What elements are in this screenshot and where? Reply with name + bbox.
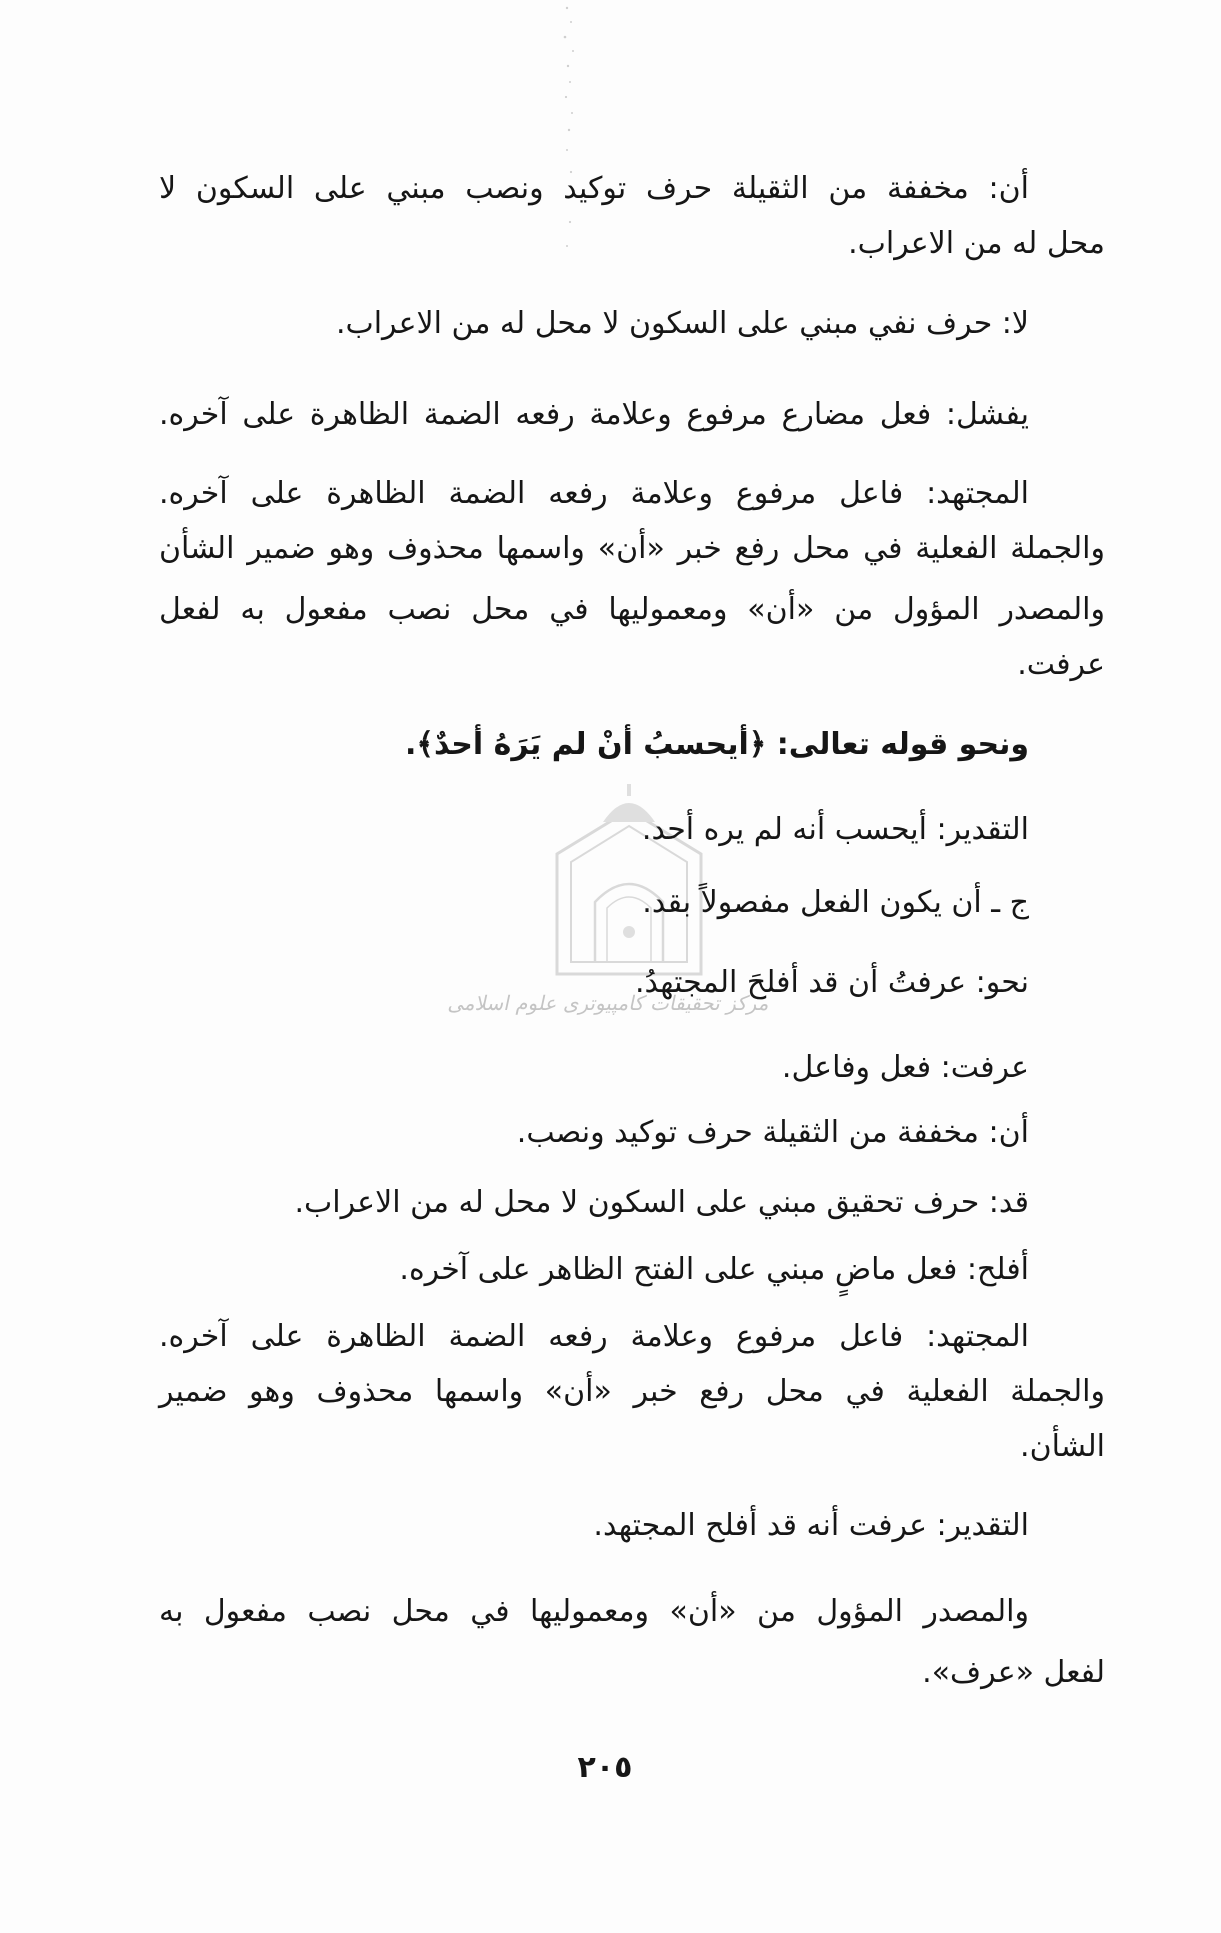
text-line: والمصدر المؤول من «أن» ومعموليها في محل نصب مفعول به لفعل (159, 592, 1105, 627)
text-line: عرفت. (1017, 647, 1105, 682)
text-line: محل له من الاعراب. (848, 226, 1105, 261)
watermark-text: مرکز تحقیقات کامپیوتری علوم اسلامی (446, 991, 773, 1015)
text-line: لا: حرف نفي مبني على السكون لا محل له من الاعراب. (335, 306, 1029, 341)
text-line: ج ـ أن يكون الفعل مفصولاً بقد. (642, 885, 1029, 920)
page-number: ٢٠٥ (577, 1750, 633, 1785)
text-line: المجتهد: فاعل مرفوع وعلامة رفعه الضمة الظاهرة على آخره. (159, 476, 1029, 511)
quran-verse-line: ونحو قوله تعالى: ﴿أيحسبُ أنْ لم يَرَهُ أحدٌ﴾. (405, 727, 1029, 762)
example-line: نحو: عرفتُ أن قد أفلحَ المجتهدُ. (634, 965, 1029, 1000)
text-line: التقدير: أيحسب أنه لم يره أحد. (641, 812, 1029, 847)
text-line: أفلح: فعل ماضٍ مبني على الفتح الظاهر على آخره. (399, 1252, 1029, 1287)
text-line: التقدير: عرفت أنه قد أفلح المجتهد. (593, 1508, 1029, 1543)
scan-noise (555, 0, 585, 260)
text-line: المجتهد: فاعل مرفوع وعلامة رفعه الضمة الظاهرة على آخره. (159, 1319, 1029, 1354)
text-line: أن: مخففة من الثقيلة حرف توكيد ونصب. (516, 1115, 1029, 1150)
text-line: يفشل: فعل مضارع مرفوع وعلامة رفعه الضمة الظاهرة على آخره. (159, 397, 1029, 432)
text-line: أن: مخففة من الثقيلة حرف توكيد ونصب مبني على السكون لا (159, 171, 1029, 206)
text-line: لفعل «عرف». (922, 1655, 1105, 1690)
text-line: والجملة الفعلية في محل رفع خبر «أن» واسمها محذوف وهو ضمير (159, 1374, 1105, 1409)
text-line: الشأن. (1020, 1429, 1105, 1464)
text-line: قد: حرف تحقيق مبني على السكون لا محل له من الاعراب. (294, 1185, 1029, 1220)
text-line: والجملة الفعلية في محل رفع خبر «أن» واسمها محذوف وهو ضمير الشأن (159, 531, 1105, 566)
text-line: عرفت: فعل وفاعل. (781, 1050, 1029, 1085)
text-line: والمصدر المؤول من «أن» ومعموليها في محل نصب مفعول به (159, 1594, 1029, 1629)
